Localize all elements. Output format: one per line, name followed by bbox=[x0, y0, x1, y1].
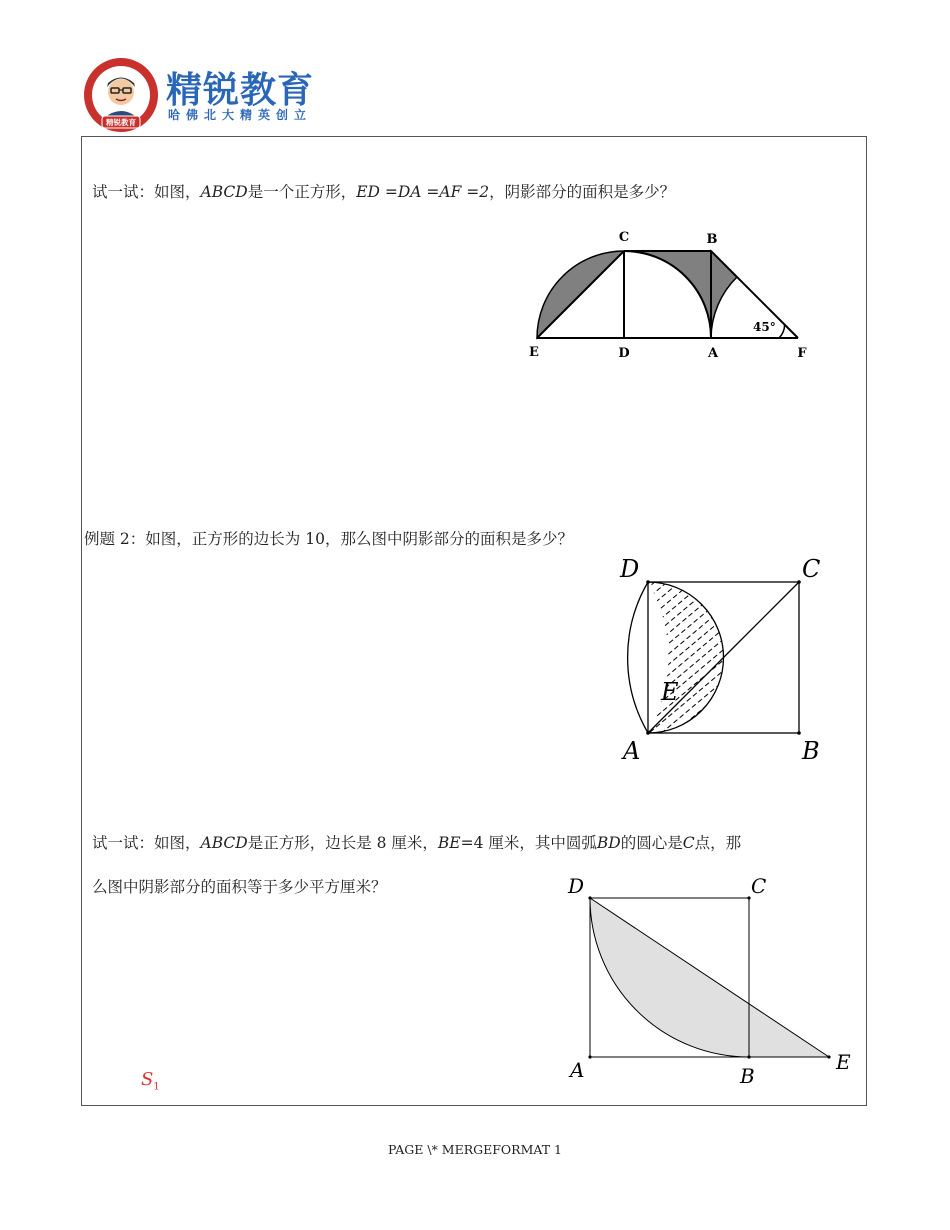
problem3-text-line2: 么图中阴影部分的面积等于多少平方厘米？ bbox=[92, 878, 387, 896]
problem3-math-be: BE bbox=[437, 834, 461, 852]
fig2-label-d: D bbox=[620, 555, 640, 583]
problem1-text bbox=[92, 180, 675, 202]
problem3-text-3: 的圆心是 bbox=[620, 834, 683, 852]
problem3-text-1: 是正方形，边长是 8 厘米， bbox=[247, 834, 438, 852]
problem1-math-abcd: ABCD bbox=[200, 183, 248, 201]
seal-label: 精锐教育 bbox=[106, 118, 136, 127]
brand-slogan: 哈佛北大精英创立 bbox=[168, 108, 313, 122]
problem3-math-abcd: ABCD bbox=[200, 834, 248, 852]
fig3-label-b: B bbox=[740, 1064, 755, 1088]
brand-name: 精锐教育 bbox=[166, 70, 315, 111]
problem3-math-bd: BD bbox=[596, 834, 621, 852]
fig1-label-d: D bbox=[618, 346, 630, 361]
problem3-text-line1 bbox=[92, 831, 741, 853]
problem1-math-lengths: ED =DA =AF =2 bbox=[356, 183, 490, 201]
problem1-figure bbox=[520, 224, 820, 369]
problem3-figure bbox=[560, 872, 860, 1092]
fig3-label-e: E bbox=[836, 1050, 851, 1074]
s1-symbol: S bbox=[141, 1069, 154, 1090]
fig3-label-a: A bbox=[570, 1058, 585, 1082]
fig1-shade-middle bbox=[624, 251, 711, 338]
problem1-prefix: 试一试：如图， bbox=[92, 183, 201, 201]
fig1-angle-arc bbox=[779, 325, 785, 338]
fig2-label-a: A bbox=[623, 737, 641, 765]
fig2-label-e: E bbox=[661, 678, 679, 706]
fig1-label-e: E bbox=[529, 345, 539, 360]
s1-annotation bbox=[141, 1069, 160, 1093]
problem2-text: 例题 2：如图，正方形的边长为 10，那么图中阴影部分的面积是多少？ bbox=[84, 530, 573, 548]
fig1-label-f: F bbox=[797, 346, 807, 361]
brand-logo-seal bbox=[82, 56, 160, 134]
problem3-prefix: 试一试：如图， bbox=[92, 834, 201, 852]
problem2-figure bbox=[612, 550, 842, 770]
fig2-label-c: C bbox=[802, 555, 821, 583]
s1-subscript: 1 bbox=[153, 1081, 160, 1093]
fig2-shaded-region bbox=[648, 582, 724, 733]
fig2-label-b: B bbox=[802, 737, 820, 765]
problem3-text-2: =4 厘米，其中圆弧 bbox=[460, 834, 597, 852]
page-footer: PAGE \* MERGEFORMAT 1 bbox=[388, 1142, 562, 1157]
fig1-label-a: A bbox=[707, 346, 719, 361]
problem3-text-4: 点，那 bbox=[694, 834, 742, 852]
fig1-label-b: B bbox=[706, 232, 718, 247]
fig1-label-c: C bbox=[618, 230, 630, 245]
fig3-label-d: D bbox=[568, 874, 585, 898]
problem1-suffix: ，阴影部分的面积是多少？ bbox=[489, 183, 676, 201]
fig1-angle-label: 45° bbox=[753, 320, 776, 334]
fig3-label-c: C bbox=[751, 874, 767, 898]
problem3-math-c: C bbox=[682, 834, 695, 852]
problem1-mid: 是一个正方形， bbox=[247, 183, 357, 201]
fig2-arc-large bbox=[628, 582, 648, 733]
